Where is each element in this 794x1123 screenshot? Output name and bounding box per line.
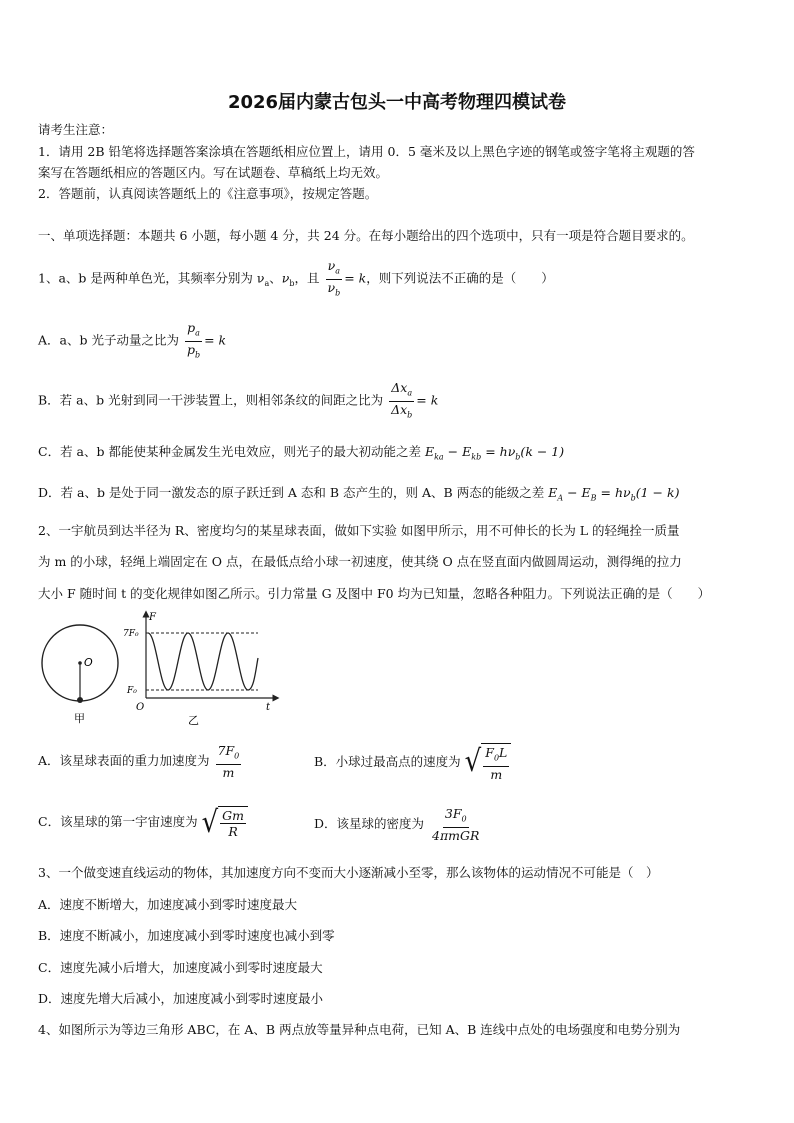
notice-heading: 请考生注意：: [38, 122, 114, 137]
q1-option-c-text: C．若 a、b 都能使某种金属发生光电效应，则光子的最大初动能之差: [38, 444, 421, 459]
jia-label-o: O: [84, 656, 93, 669]
q3-option-b: B．速度不断减小，加速度减小到零时速度也减小到零: [38, 928, 335, 943]
q1-stem-pre: 1、a、b 是两种单色光，其频率分别为 ν: [38, 270, 265, 286]
q2-option-d: [314, 806, 483, 843]
q2-figure-jia: [38, 620, 128, 725]
jia-ball: [77, 697, 83, 703]
notice-item-2: 2．答题前，认真阅读答题纸上的《注意事项》，按规定答题。: [38, 186, 378, 201]
yi-label-f0: F₀: [127, 686, 137, 696]
q2-option-b: [314, 743, 511, 782]
q2-option-b-text: B．小球过最高点的速度为: [314, 753, 461, 769]
q1-stem-mid: ，且: [294, 270, 320, 286]
yi-label-origin: O: [136, 702, 145, 713]
q2-option-b-formula: √ $\frac{F_0L}{m}$: [465, 743, 512, 782]
q1-option-b-formula: $\frac{\Delta x_a}{\Delta x_b}$: [391, 380, 413, 419]
q1-option-d-formula: $E_A - E_B = h\nu_b(1 - k)$: [548, 485, 680, 503]
q1-option-c-formula: $E_{ka} - E_{kb} = h\nu_b(k - 1)$: [424, 444, 565, 462]
q1-option-a-text: A．a、b 光子动量之比为: [38, 332, 179, 348]
q3-stem: 3、一个做变速直线运动的物体，其加速度方向不变而大小逐渐减小至零，那么该物体的运动情况不可能是（ ）: [38, 865, 659, 880]
q2-stem-line3: 大小 F 随时间 t 的变化规律如图乙所示。引力常量 G 及图中 F0 均为已知量，忽略各种阻力。下列说法正确的是（ ）: [38, 586, 711, 601]
q1-option-c: [38, 442, 564, 462]
q2-option-c-text: C．该星球的第一宇宙速度为: [38, 814, 198, 829]
q1-option-d-text: D．若 a、b 是处于同一激发态的原子跃迁到 A 态和 B 态产生的，则 A、B 两态的能级之差: [38, 485, 545, 500]
jia-caption: 甲: [74, 712, 85, 725]
q2-option-d-text: D．该星球的密度为: [314, 815, 425, 831]
q2-figure-yi: [118, 608, 288, 730]
q3-option-a: A．速度不断增大，加速度减小到零时速度最大: [38, 897, 298, 912]
q3-option-d: D．速度先增大后减小，加速度减小到零时速度最小: [38, 991, 324, 1006]
q1-ratio-formula: $\frac{\nu_a}{\nu_b}$: [327, 258, 341, 297]
q1-option-b: B．若 a、b 光射到同一干涉装置上，则相邻条纹的间距之比为 $\frac{\Delta x_a}{\Delta x_b}$ = k: [38, 380, 438, 422]
q3-option-c: C．速度先减小后增大，加速度减小到零时速度最大: [38, 960, 323, 975]
notice-item-1: 1．请用 2B 铅笔将选择题答案涂填在答题纸相应位置上，请用 0．5 毫米及以上黑色字迹的钢笔或签字笔将主观题的答: [38, 144, 695, 159]
q2-option-d-formula: $\frac{3F_0}{\text{4πmGR}}$: [432, 806, 480, 843]
q4-stem: 4、如图所示为等边三角形 ABC，在 A、B 两点放等量异种点电荷，已知 A、B 连线中点处的电场强度和电势分别为: [38, 1022, 681, 1037]
q1-option-a-formula: $\frac{p_a}{p_b}$: [186, 320, 201, 359]
q2-option-a-text: A．该星球表面的重力加速度为: [38, 752, 210, 768]
page-title: 2026届内蒙古包头一中高考物理四模试卷: [227, 92, 567, 113]
q2-option-c: [38, 806, 248, 839]
q2-option-a: [38, 743, 243, 780]
q2-option-c-formula: √ $\frac{Gm}{R}$: [202, 806, 248, 839]
q2-stem-line2: 为 m 的小球，轻绳上端固定在 O 点，在最低点给小球一初速度，使其绕 O 点在竖直面内做圆周运动，测得绳的拉力: [38, 554, 682, 569]
q1-option-d: [38, 483, 679, 503]
q1-option-b-text: B．若 a、b 光射到同一干涉装置上，则相邻条纹的间距之比为: [38, 392, 384, 408]
q1-stem-post: ，则下列说法不正确的是（ ）: [366, 270, 554, 286]
q1-option-a: A．a、b 光子动量之比为 $\frac{p_a}{p_b}$ = k: [38, 320, 226, 362]
q1-stem: 1、a、b 是两种单色光，其频率分别为 $\nu_a$、$\nu_b$，且 $\frac{\nu_a}{\nu_b}$ = k，则下列说法不正确的是（ ）: [38, 258, 554, 300]
yi-label-7f0: 7F₀: [123, 629, 139, 639]
yi-caption: 乙: [188, 714, 199, 727]
yi-force-curve: [148, 633, 258, 690]
notice-item-1-cont: 案写在答题纸相应的答题区内。写在试题卷、草稿纸上均无效。: [38, 165, 389, 180]
yi-label-f: F: [149, 612, 156, 623]
q2-stem-line1: 2、一宇航员到达半径为 R、密度均匀的某星球表面，做如下实验 如图甲所示，用不可伸长的长为 L 的轻绳拴一质量: [38, 523, 680, 538]
jia-pivot: [78, 661, 82, 665]
q2-option-a-formula: $\frac{7F_0}{m}$: [217, 743, 240, 780]
yi-label-t: t: [266, 702, 271, 713]
section-heading: 一、单项选择题：本题共 6 小题，每小题 4 分，共 24 分。在每小题给出的四个选项中，只有一项是符合题目要求的。: [38, 228, 694, 243]
